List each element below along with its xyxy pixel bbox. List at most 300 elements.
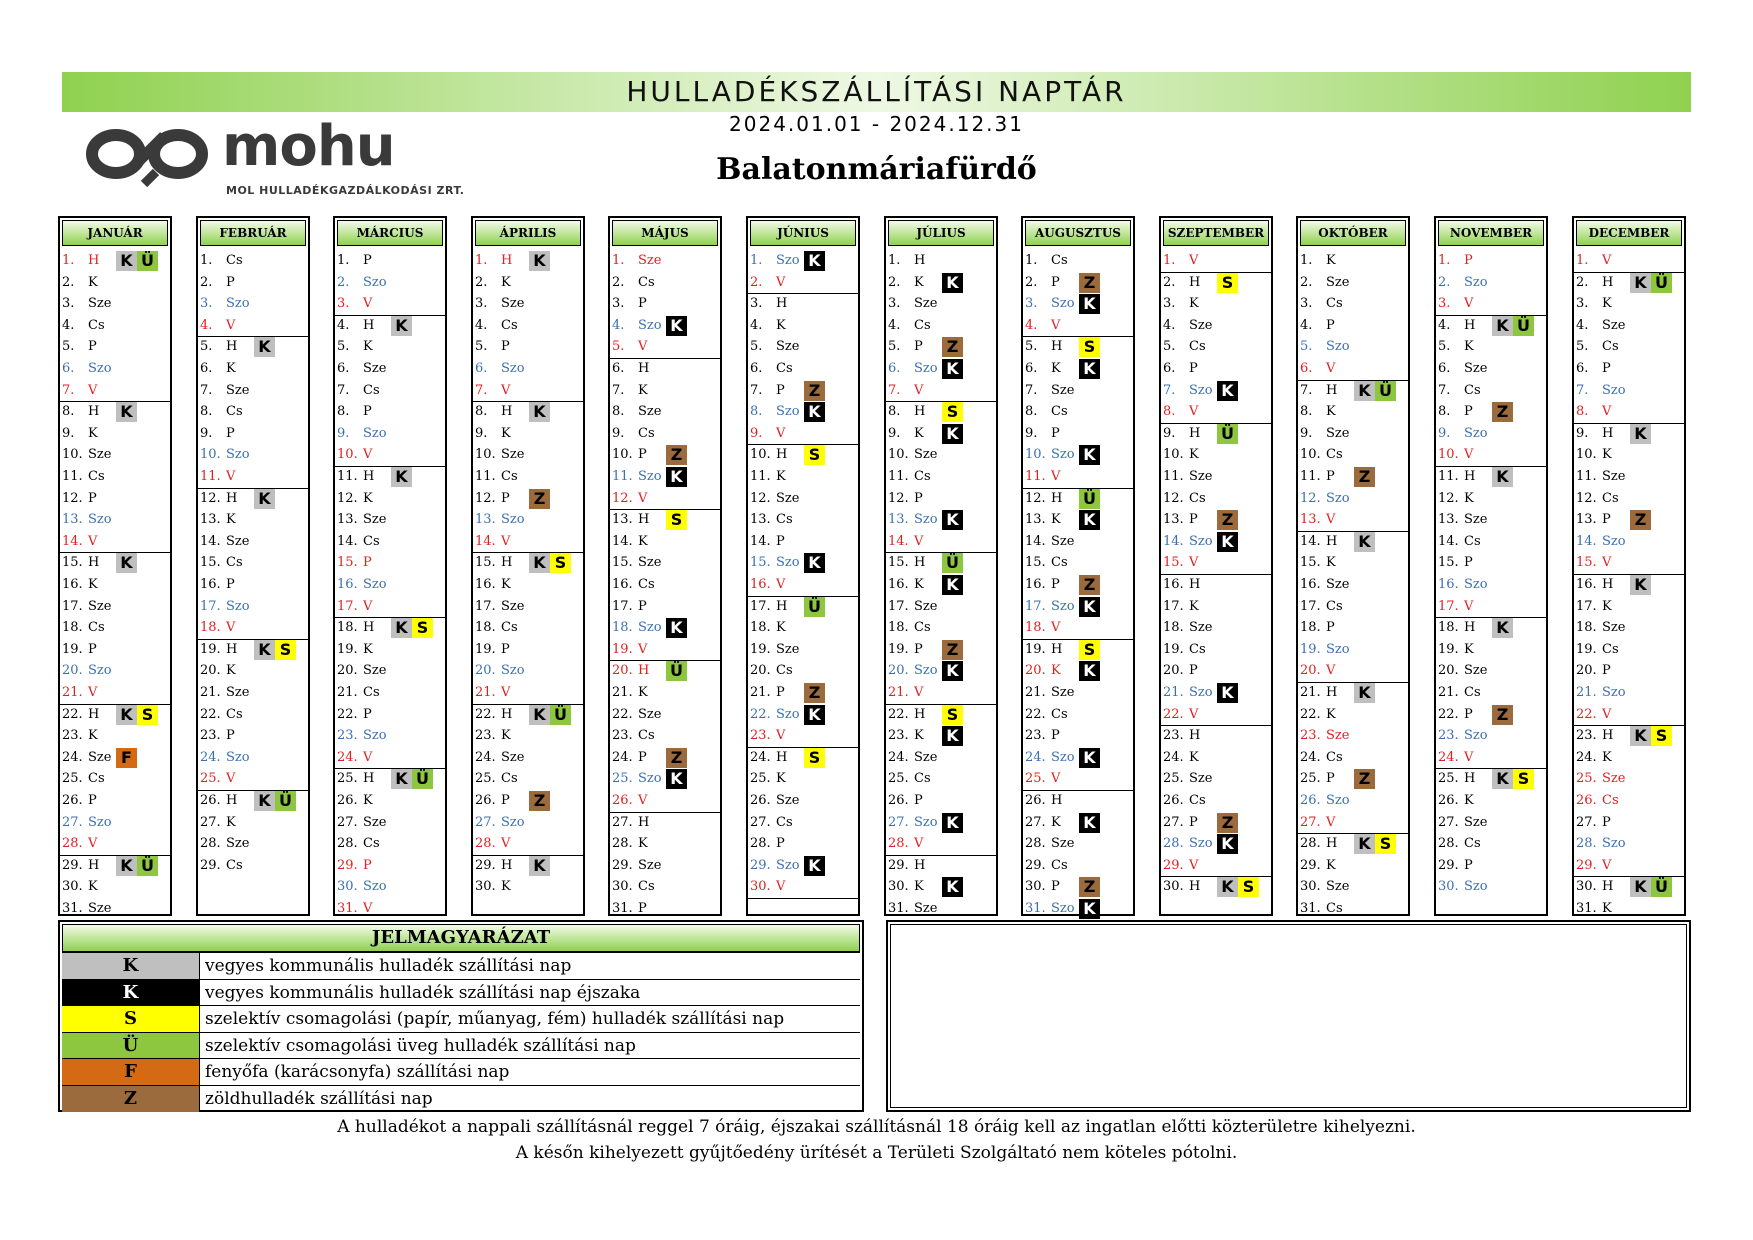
day-row — [335, 552, 445, 574]
day-number: 23. — [337, 728, 358, 744]
day-row — [886, 509, 996, 531]
badge-z: Z — [1079, 273, 1100, 293]
day-number: 20. — [612, 663, 633, 679]
day-number: 20. — [1576, 663, 1597, 679]
day-number: 20. — [888, 663, 909, 679]
day-name: Cs — [776, 663, 793, 679]
day-number: 3. — [475, 296, 488, 312]
day-row — [610, 596, 720, 618]
badge-k-night: K — [942, 661, 963, 681]
day-number: 4. — [750, 317, 763, 333]
day-number: 8. — [475, 404, 488, 420]
day-name: Sze — [363, 361, 387, 376]
day-number: 17. — [1576, 598, 1597, 614]
day-name: K — [1189, 749, 1199, 765]
day-row — [1023, 380, 1133, 402]
day-row — [473, 380, 583, 402]
month-column — [746, 216, 860, 916]
day-name: Sze — [1602, 469, 1626, 484]
day-name: Sze — [1189, 620, 1213, 636]
day-number: 10. — [1025, 447, 1046, 463]
day-name: K — [1602, 296, 1612, 312]
day-name: K — [1602, 749, 1612, 765]
day-name: P — [776, 382, 785, 398]
day-number: 17. — [1025, 598, 1046, 614]
day-name: Szo — [88, 512, 112, 528]
day-number: 11. — [1025, 469, 1046, 484]
day-name: V — [638, 490, 648, 506]
collection-badges — [1079, 575, 1100, 595]
collection-badges — [1630, 424, 1651, 444]
day-name: H — [1464, 620, 1476, 636]
day-row — [1574, 660, 1684, 682]
day-number: 22. — [1576, 706, 1597, 722]
day-number: 26. — [1300, 793, 1321, 808]
badge-k: K — [391, 316, 412, 336]
day-number: 8. — [200, 404, 213, 420]
day-name: Sze — [638, 857, 662, 873]
day-number: 29. — [337, 857, 358, 873]
day-row — [1298, 833, 1408, 855]
day-number: 4. — [612, 317, 625, 333]
day-number: 26. — [1438, 793, 1459, 808]
day-name: H — [776, 749, 788, 765]
day-name: K — [776, 317, 786, 333]
day-name: Cs — [1189, 490, 1206, 506]
badge-k: K — [254, 640, 275, 660]
legend-row — [62, 1032, 860, 1059]
day-name: Sze — [1051, 836, 1075, 852]
day-row — [1574, 898, 1684, 920]
day-row — [1023, 790, 1133, 812]
day-row — [1298, 660, 1408, 682]
badge-u: Ü — [1375, 381, 1396, 401]
collection-badges — [1079, 359, 1100, 379]
collection-badges — [804, 748, 825, 768]
day-name: V — [776, 728, 786, 744]
day-row — [198, 812, 308, 834]
logo-subtitle: MOL HULLADÉKGAZDÁLKODÁSI ZRT. — [226, 184, 465, 197]
day-name: V — [914, 533, 924, 549]
day-number: 4. — [888, 317, 901, 333]
collection-badges — [1492, 467, 1513, 487]
day-number: 17. — [62, 598, 83, 614]
day-row — [748, 812, 858, 834]
day-row — [1161, 293, 1271, 315]
day-row — [886, 704, 996, 726]
badge-k: K — [1630, 877, 1651, 897]
day-name: Szo — [776, 857, 800, 873]
badge-u: Ü — [804, 597, 825, 617]
collection-badges — [666, 316, 687, 336]
day-number: 28. — [1438, 836, 1459, 852]
day-number: 23. — [62, 728, 83, 744]
legend-row — [62, 1085, 860, 1112]
day-number: 12. — [750, 490, 771, 506]
day-name: K — [501, 425, 511, 441]
day-name: H — [1051, 793, 1063, 808]
day-number: 12. — [1438, 490, 1459, 506]
day-number: 21. — [475, 685, 496, 700]
day-row — [1023, 725, 1133, 747]
day-row — [1298, 401, 1408, 423]
day-number: 22. — [1438, 706, 1459, 722]
day-name: Szo — [1051, 749, 1075, 765]
day-name: V — [776, 879, 786, 895]
day-number: 15. — [1576, 555, 1597, 571]
day-row — [1298, 596, 1408, 618]
day-number: 19. — [200, 641, 221, 657]
badge-k: K — [1492, 769, 1513, 789]
day-name: H — [1464, 317, 1476, 333]
day-number: 29. — [62, 857, 83, 873]
day-row — [1023, 423, 1133, 445]
badge-k-night: K — [1217, 381, 1238, 401]
collection-badges — [116, 748, 137, 768]
day-name: Szo — [1051, 296, 1075, 312]
day-row — [1574, 444, 1684, 466]
day-number: 18. — [475, 620, 496, 636]
day-row — [1161, 768, 1271, 790]
day-number: 15. — [62, 555, 83, 571]
day-name: P — [363, 706, 372, 722]
day-name: H — [1189, 728, 1201, 744]
day-row — [60, 423, 170, 445]
day-row — [1023, 552, 1133, 574]
day-name: K — [501, 728, 511, 744]
collection-badges — [1217, 381, 1238, 401]
day-number: 16. — [1163, 577, 1184, 592]
badge-k: K — [1630, 273, 1651, 293]
day-row — [60, 380, 170, 402]
collection-badges — [391, 316, 412, 336]
day-row — [1161, 380, 1271, 402]
day-name: Sze — [914, 598, 938, 614]
day-number: 11. — [475, 469, 496, 484]
day-row — [610, 401, 720, 423]
day-name: Sze — [1051, 685, 1075, 700]
day-row — [60, 574, 170, 596]
collection-badges — [942, 726, 963, 746]
day-number: 1. — [475, 253, 488, 268]
day-row — [1023, 747, 1133, 769]
day-name: Sze — [226, 382, 250, 398]
day-number: 7. — [612, 382, 625, 398]
badge-k: K — [1492, 467, 1513, 487]
day-row — [610, 725, 720, 747]
day-number: 16. — [200, 577, 221, 592]
day-number: 9. — [475, 425, 488, 441]
day-number: 23. — [1025, 728, 1046, 744]
day-row — [1436, 509, 1546, 531]
day-name: V — [638, 793, 648, 808]
collection-badges — [1354, 532, 1375, 552]
mohu-logo-icon — [86, 122, 216, 192]
collection-badges — [1354, 769, 1375, 789]
day-row — [198, 639, 308, 661]
day-name: Cs — [1051, 706, 1068, 722]
collection-badges — [804, 597, 825, 617]
day-name: K — [1189, 296, 1199, 312]
day-number: 2. — [62, 274, 75, 290]
day-number: 2. — [888, 274, 901, 290]
day-number: 24. — [888, 749, 909, 765]
day-name: Cs — [1602, 793, 1619, 808]
day-number: 15. — [888, 555, 909, 571]
badge-k-night: K — [942, 877, 963, 897]
collection-badges — [116, 856, 158, 876]
day-row — [748, 833, 858, 855]
month-header: DECEMBER — [1576, 220, 1682, 246]
day-number: 25. — [62, 771, 83, 787]
day-name: V — [1189, 706, 1199, 722]
day-number: 27. — [1576, 814, 1597, 830]
collection-badges — [804, 683, 825, 703]
day-number: 19. — [475, 641, 496, 657]
collection-badges — [942, 337, 963, 357]
notes-inner — [890, 924, 1687, 1108]
day-name: H — [914, 555, 926, 571]
day-number: 28. — [475, 836, 496, 852]
legend-title: JELMAGYARÁZAT — [62, 924, 860, 952]
day-name: Cs — [363, 533, 380, 549]
badge-k-night: K — [942, 273, 963, 293]
legend-text: szelektív csomagolási (papír, műanyag, fém) hulladék szállítási nap — [205, 1009, 785, 1029]
day-number: 22. — [1300, 706, 1321, 722]
day-number: 14. — [750, 533, 771, 549]
day-name: H — [776, 598, 788, 614]
day-name: Sze — [226, 685, 250, 700]
day-row — [60, 617, 170, 639]
day-row — [748, 898, 858, 920]
day-number: 27. — [1163, 814, 1184, 830]
day-number: 19. — [1025, 641, 1046, 657]
badge-u: Ü — [137, 856, 158, 876]
day-row — [1023, 293, 1133, 315]
day-name: Sze — [1326, 728, 1350, 744]
collection-badges — [1354, 834, 1396, 854]
day-name: V — [776, 274, 786, 290]
day-number: 8. — [750, 404, 763, 420]
badge-k-night: K — [942, 575, 963, 595]
day-name: K — [501, 274, 511, 290]
day-name: Szo — [363, 425, 387, 441]
day-name: Sze — [638, 253, 662, 268]
day-number: 21. — [1576, 685, 1597, 700]
badge-k: K — [391, 618, 412, 638]
day-name: Szo — [776, 253, 800, 268]
day-name: H — [1051, 641, 1063, 657]
day-row — [473, 876, 583, 898]
day-number: 25. — [1576, 771, 1597, 787]
day-row — [748, 639, 858, 661]
day-row — [60, 768, 170, 790]
day-number: 30. — [612, 879, 633, 895]
day-number: 24. — [750, 749, 771, 765]
day-row — [1436, 812, 1546, 834]
day-name: Sze — [914, 296, 938, 312]
day-name: P — [501, 793, 510, 808]
day-row — [335, 380, 445, 402]
day-number: 16. — [337, 577, 358, 592]
day-row — [610, 336, 720, 358]
day-name: V — [88, 836, 98, 852]
day-number: 25. — [475, 771, 496, 787]
day-name: P — [88, 490, 97, 506]
badge-k-night: K — [804, 251, 825, 271]
day-row — [748, 704, 858, 726]
day-name: Szo — [88, 663, 112, 679]
day-row — [1023, 272, 1133, 294]
collection-badges — [804, 856, 825, 876]
day-row — [886, 272, 996, 294]
day-name: P — [88, 793, 97, 808]
day-number: 8. — [337, 404, 350, 420]
day-row — [1161, 660, 1271, 682]
day-row — [610, 423, 720, 445]
day-row — [198, 617, 308, 639]
day-row — [610, 444, 720, 466]
day-name: V — [1602, 253, 1612, 268]
day-name: Cs — [226, 706, 243, 722]
day-number: 17. — [475, 598, 496, 614]
day-row — [60, 639, 170, 661]
day-name: H — [501, 253, 513, 268]
collection-badges — [666, 769, 687, 789]
day-number: 31. — [337, 901, 358, 916]
day-name: K — [1326, 253, 1336, 268]
day-name: P — [363, 857, 372, 873]
day-number: 30. — [750, 879, 771, 895]
day-number: 31. — [888, 901, 909, 916]
day-name: K — [1464, 793, 1474, 808]
day-number: 27. — [612, 814, 633, 830]
day-row — [198, 250, 308, 272]
day-row — [335, 531, 445, 553]
badge-k-night: K — [1079, 597, 1100, 617]
day-number: 21. — [1163, 685, 1184, 700]
day-name: H — [1602, 728, 1614, 744]
day-row — [198, 358, 308, 380]
day-row — [473, 552, 583, 574]
day-row — [335, 336, 445, 358]
day-name: V — [1051, 469, 1061, 484]
day-number: 27. — [62, 814, 83, 830]
collection-badges — [666, 467, 687, 487]
day-number: 23. — [750, 728, 771, 744]
legend-text: vegyes kommunális hulladék szállítási nap — [205, 956, 572, 976]
day-number: 21. — [888, 685, 909, 700]
day-row — [1023, 444, 1133, 466]
day-number: 1. — [1025, 253, 1038, 268]
day-row — [198, 423, 308, 445]
day-row — [1161, 574, 1271, 596]
day-row — [198, 509, 308, 531]
day-number: 2. — [750, 274, 763, 290]
day-name: Cs — [1326, 598, 1343, 614]
day-number: 18. — [1438, 620, 1459, 636]
day-number: 25. — [1300, 771, 1321, 787]
day-row — [1436, 790, 1546, 812]
day-row — [1298, 725, 1408, 747]
day-name: Sze — [1464, 512, 1488, 528]
day-name: Sze — [638, 404, 662, 420]
day-number: 6. — [1300, 361, 1313, 376]
day-name: K — [1189, 598, 1199, 614]
mohu-logo — [86, 114, 486, 202]
day-number: 24. — [475, 749, 496, 765]
day-number: 6. — [750, 361, 763, 376]
day-name: P — [914, 793, 923, 808]
day-number: 17. — [888, 598, 909, 614]
day-row — [198, 466, 308, 488]
day-number: 27. — [888, 814, 909, 830]
day-row — [1574, 488, 1684, 510]
legend-row — [62, 1005, 860, 1032]
day-row — [886, 833, 996, 855]
day-number: 2. — [337, 274, 350, 290]
day-row — [1298, 423, 1408, 445]
day-number: 11. — [337, 469, 358, 484]
badge-z: Z — [666, 748, 687, 768]
day-number: 26. — [888, 793, 909, 808]
day-name: H — [363, 771, 375, 787]
day-row — [748, 509, 858, 531]
day-number: 17. — [612, 598, 633, 614]
day-number: 5. — [1576, 339, 1589, 355]
day-row — [1023, 336, 1133, 358]
day-row — [1161, 358, 1271, 380]
badge-k-night: K — [804, 705, 825, 725]
day-number: 25. — [200, 771, 221, 787]
day-number: 6. — [337, 361, 350, 376]
day-name: Sze — [88, 447, 112, 463]
day-row — [1023, 358, 1133, 380]
day-name: Cs — [1326, 901, 1343, 916]
day-name: Szo — [776, 706, 800, 722]
day-number: 16. — [1576, 577, 1597, 592]
day-number: 10. — [1438, 447, 1459, 463]
day-name: P — [914, 641, 923, 657]
day-row — [610, 639, 720, 661]
badge-s: S — [1079, 337, 1100, 357]
day-name: Cs — [363, 836, 380, 852]
day-name: V — [1326, 814, 1336, 830]
day-name: P — [1326, 469, 1335, 484]
day-name: Szo — [1051, 598, 1075, 614]
day-name: Sze — [1464, 814, 1488, 830]
day-row — [335, 855, 445, 877]
day-row — [1161, 639, 1271, 661]
day-row — [1436, 596, 1546, 618]
day-name: Szo — [1602, 836, 1626, 852]
badge-k-night: K — [942, 424, 963, 444]
day-number: 8. — [1300, 404, 1313, 420]
badge-s: S — [804, 748, 825, 768]
day-number: 22. — [1025, 706, 1046, 722]
day-number: 30. — [1163, 879, 1184, 895]
badge-k-night: K — [1079, 294, 1100, 314]
day-row — [748, 725, 858, 747]
day-number: 15. — [1438, 555, 1459, 571]
day-name: Cs — [1051, 253, 1068, 268]
collection-badges — [529, 402, 550, 422]
badge-k-night: K — [804, 553, 825, 573]
day-number: 6. — [612, 361, 625, 376]
collection-badges — [1079, 510, 1100, 530]
badge-k-night: K — [804, 856, 825, 876]
day-row — [1298, 466, 1408, 488]
